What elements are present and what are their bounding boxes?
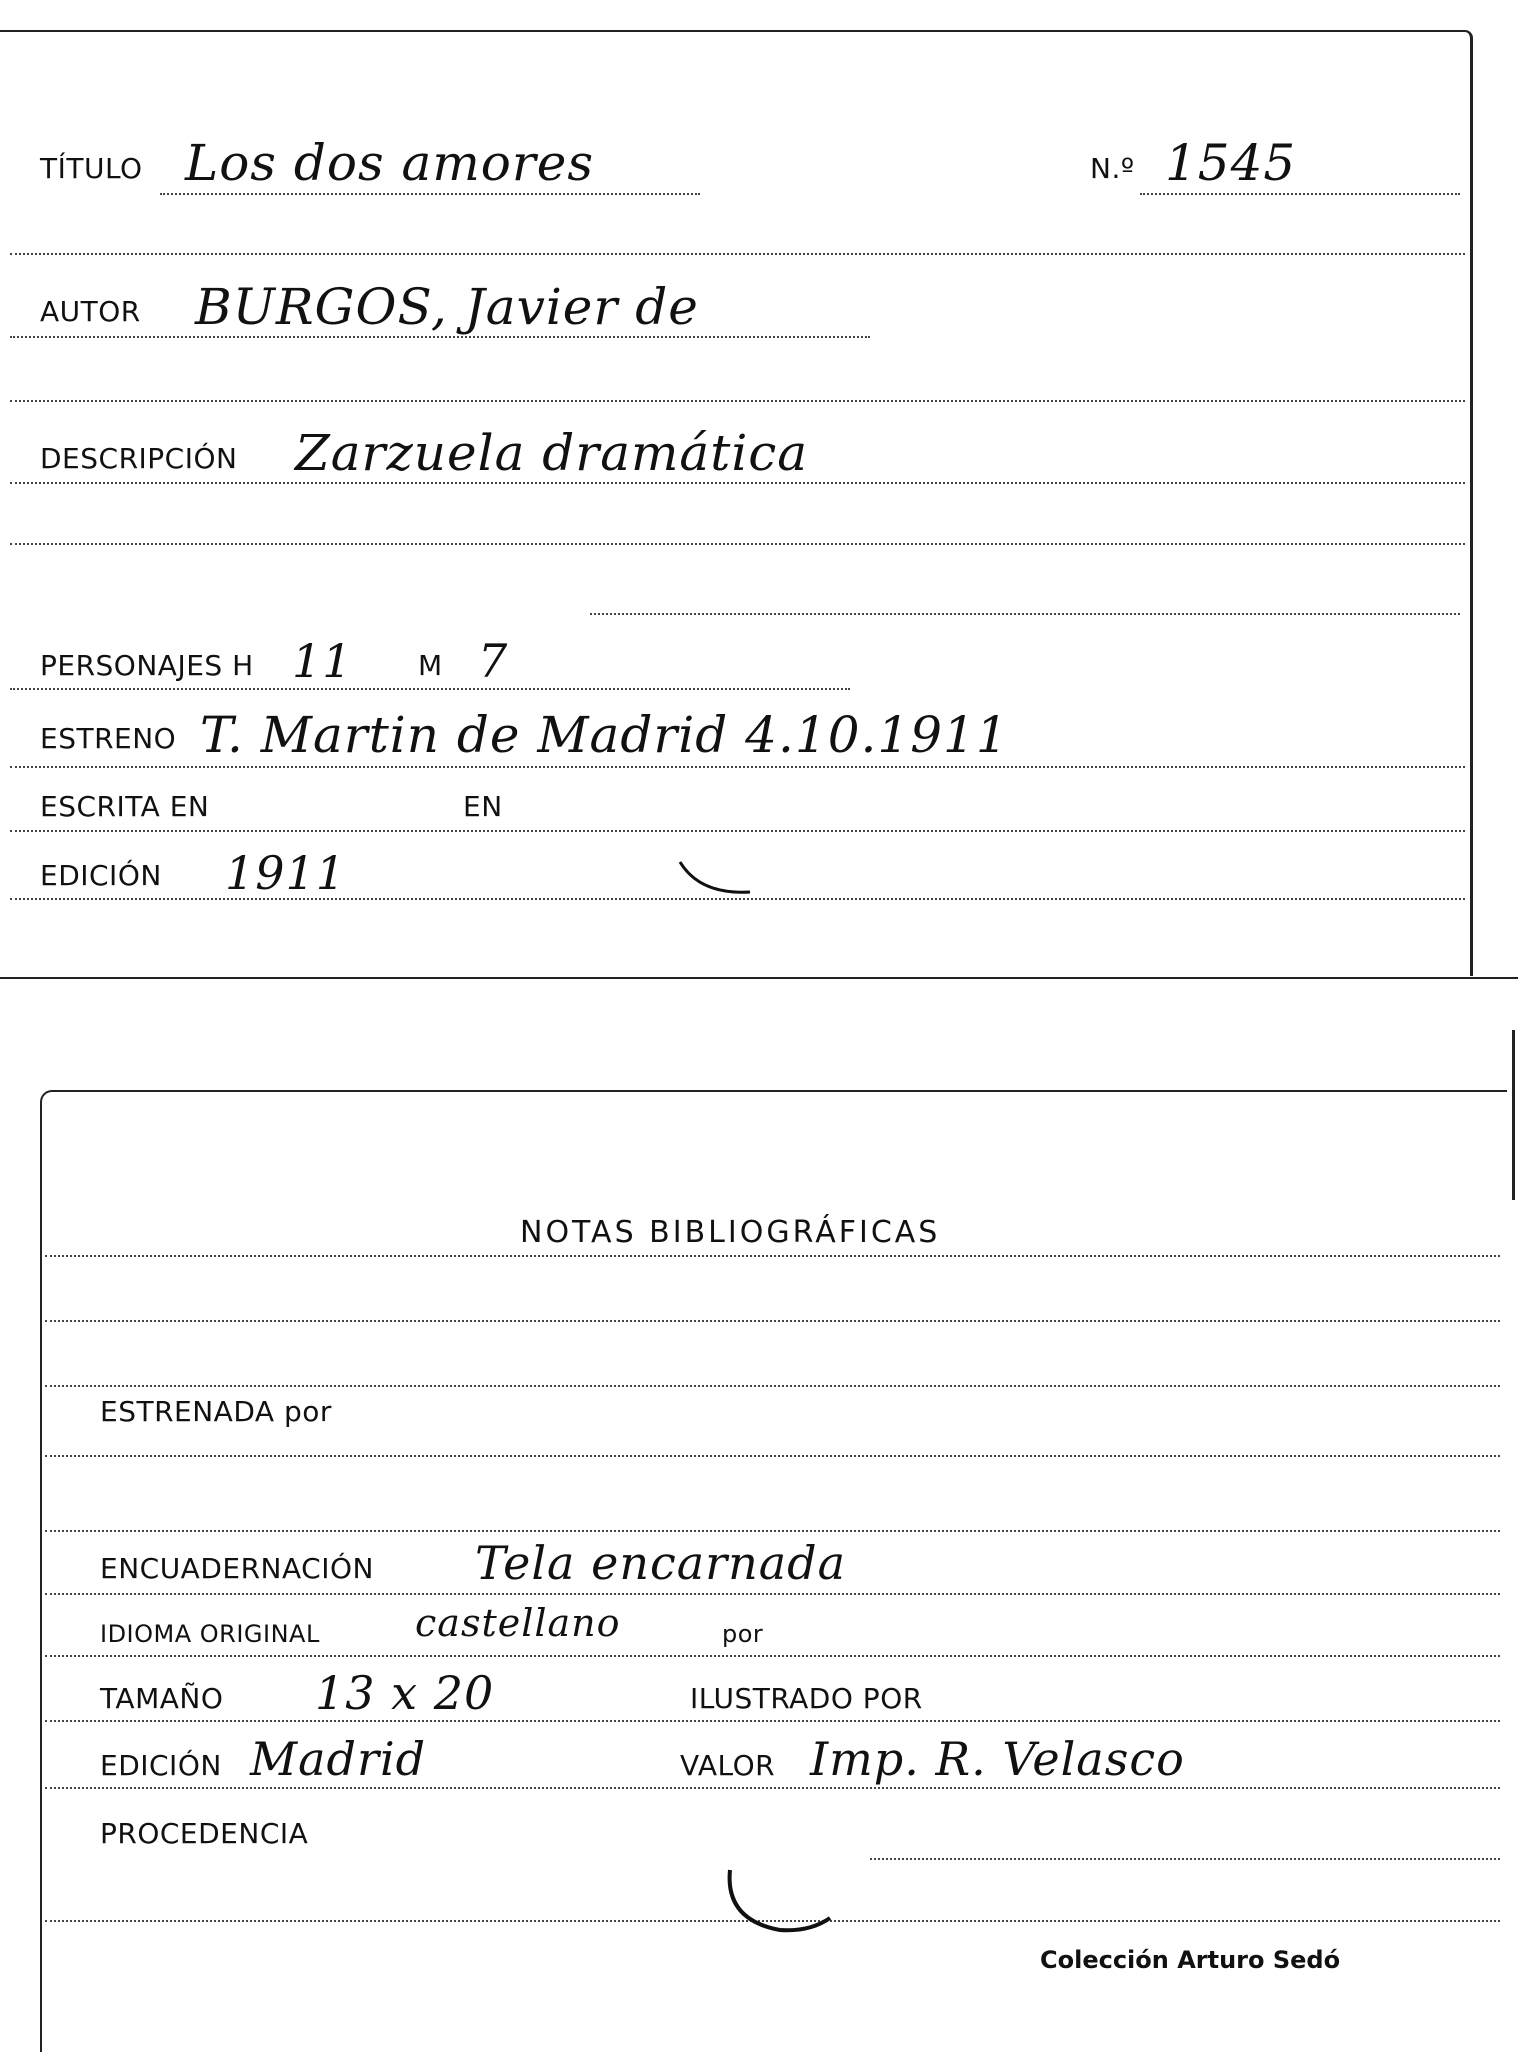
rule-line <box>10 543 1465 545</box>
autor-dotline <box>10 336 870 338</box>
rule-line <box>45 1455 1500 1457</box>
encuadernacion-dotline <box>45 1593 1500 1595</box>
edicion2-value: Madrid <box>250 1732 427 1786</box>
edicion-value: 1911 <box>225 846 347 900</box>
ilustrado-label: ILUSTRADO POR <box>690 1682 923 1715</box>
tamano-label: TAMAÑO <box>100 1682 224 1715</box>
titulo-label: TÍTULO <box>40 152 143 185</box>
descripcion-label: DESCRIPCIÓN <box>40 442 238 475</box>
titulo-value: Los dos amores <box>185 134 594 192</box>
encuadernacion-label: ENCUADERNACIÓN <box>100 1552 374 1585</box>
estreno-value: T. Martin de Madrid 4.10.1911 <box>200 706 1009 764</box>
estrenada-label: ESTRENADA por <box>100 1395 332 1428</box>
titulo-dotline <box>160 193 700 195</box>
numero-dotline <box>1140 193 1460 195</box>
estrenada-dotline <box>45 1530 1500 1532</box>
escrita-label: ESCRITA EN <box>40 790 210 823</box>
escrita-en-label: EN <box>463 790 503 823</box>
estreno-label: ESTRENO <box>40 722 177 755</box>
estreno-dotline <box>10 766 1465 768</box>
idioma-suffix: por <box>722 1620 764 1648</box>
escrita-dotline <box>10 830 1465 832</box>
autor-label: AUTOR <box>40 295 141 328</box>
personajes-m-label: M <box>418 649 443 682</box>
idioma-value: castellano <box>415 1601 621 1645</box>
descripcion-value: Zarzuela dramática <box>295 424 809 482</box>
personajes-m-value: 7 <box>478 634 509 688</box>
numero-value: 1545 <box>1165 134 1297 192</box>
numero-label: N.º <box>1090 152 1135 185</box>
edicion-label: EDICIÓN <box>40 859 162 892</box>
rule-line <box>10 253 1465 255</box>
edicion2-dotline <box>45 1787 1500 1789</box>
notas-dotline <box>45 1255 1500 1257</box>
tamano-dotline <box>45 1720 1500 1722</box>
stamp-mark <box>640 850 780 910</box>
idioma-label: IDIOMA ORIGINAL <box>100 1620 320 1648</box>
descripcion-dotline <box>10 482 1465 484</box>
coleccion-text: Colección Arturo Sedó <box>1040 1946 1341 1974</box>
edicion2-label: EDICIÓN <box>100 1749 222 1782</box>
valor-value: Imp. R. Velasco <box>810 1732 1185 1786</box>
notas-heading: NOTAS BIBLIOGRÁFICAS <box>520 1215 941 1250</box>
card-divider <box>0 977 1518 979</box>
personajes-dotline <box>10 688 850 690</box>
rule-line <box>45 1320 1500 1322</box>
rule-line <box>590 613 1460 615</box>
personajes-h-value: 11 <box>292 634 353 688</box>
valor-label: VALOR <box>680 1749 776 1782</box>
rule-line <box>45 1385 1500 1387</box>
personajes-label: PERSONAJES H <box>40 649 254 682</box>
encuadernacion-value: Tela encarnada <box>475 1536 847 1590</box>
rule-line <box>10 400 1465 402</box>
tamano-value: 13 x 20 <box>315 1666 495 1720</box>
stamp-mark <box>720 1860 860 1950</box>
procedencia-label: PROCEDENCIA <box>100 1817 309 1850</box>
card-edge <box>1512 1030 1515 1200</box>
procedencia-dotline <box>870 1858 1500 1860</box>
idioma-dotline <box>45 1655 1500 1657</box>
autor-value: BURGOS, Javier de <box>195 278 699 336</box>
